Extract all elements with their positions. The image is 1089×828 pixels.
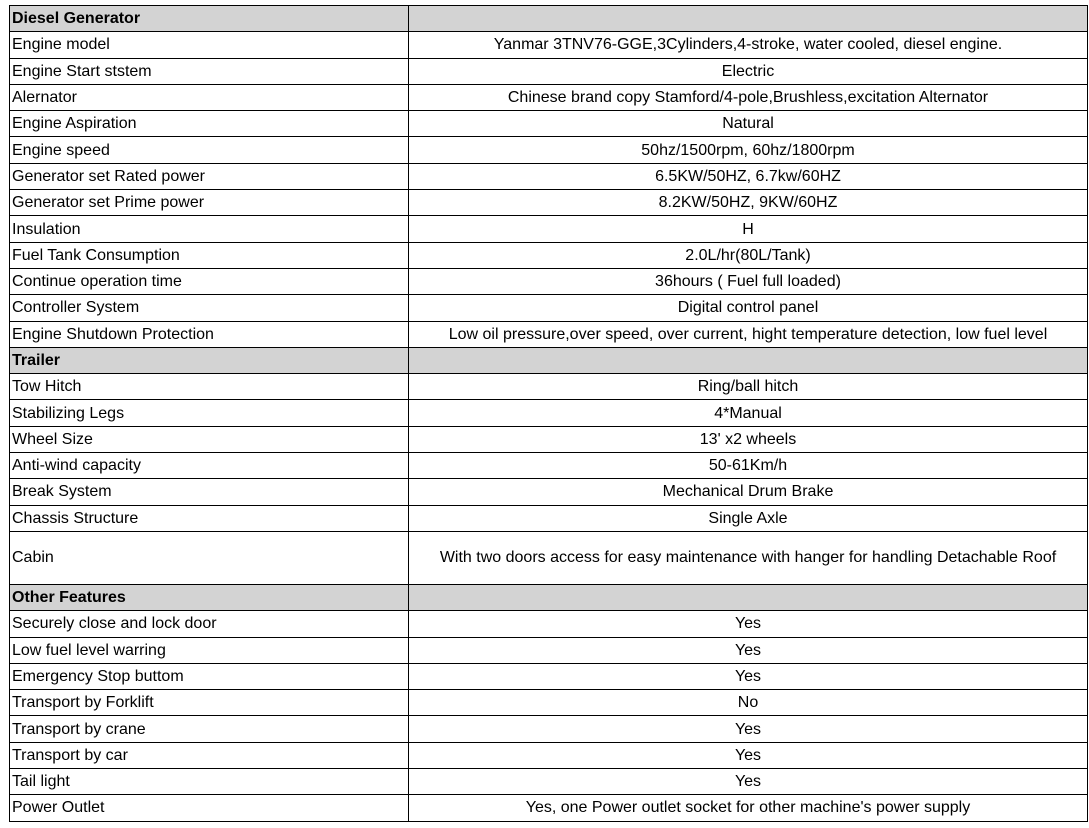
section-header-blank-cell xyxy=(409,584,1088,610)
spec-label: Tail light xyxy=(10,769,409,795)
spec-value: Low oil pressure,over speed, over current, hight temperature detection, low fuel level xyxy=(409,321,1088,347)
spec-label: Break System xyxy=(10,479,409,505)
spec-value: Yes xyxy=(409,611,1088,637)
spec-row xyxy=(10,453,1088,479)
spec-row xyxy=(10,716,1088,742)
spec-row xyxy=(10,84,1088,110)
spec-label: Cabin xyxy=(10,531,409,584)
spec-value: With two doors access for easy maintenance with hanger for handling Detachable Roof xyxy=(409,531,1088,584)
spec-value: 36hours ( Fuel full loaded) xyxy=(409,268,1088,294)
section-title: Other Features xyxy=(10,584,409,610)
section-header-blank-cell xyxy=(409,6,1088,32)
spec-label: Controller System xyxy=(10,295,409,321)
spec-label: Transport by crane xyxy=(10,716,409,742)
spec-value: No xyxy=(409,690,1088,716)
spec-row xyxy=(10,479,1088,505)
section-header-row xyxy=(10,347,1088,373)
spec-value: 50-61Km/h xyxy=(409,453,1088,479)
spec-value: Single Axle xyxy=(409,505,1088,531)
spec-row xyxy=(10,611,1088,637)
spec-label: Alernator xyxy=(10,84,409,110)
spec-value: Ring/ball hitch xyxy=(409,374,1088,400)
spec-row xyxy=(10,242,1088,268)
spec-value: Digital control panel xyxy=(409,295,1088,321)
spec-value: Natural xyxy=(409,111,1088,137)
spec-value: Yes xyxy=(409,663,1088,689)
spec-value: Yes xyxy=(409,742,1088,768)
spec-label: Chassis Structure xyxy=(10,505,409,531)
spec-row xyxy=(10,795,1088,821)
section-title: Trailer xyxy=(10,347,409,373)
spec-value: Mechanical Drum Brake xyxy=(409,479,1088,505)
spec-label: Fuel Tank Consumption xyxy=(10,242,409,268)
spec-value: 50hz/1500rpm, 60hz/1800rpm xyxy=(409,137,1088,163)
spec-label: Transport by car xyxy=(10,742,409,768)
spec-row xyxy=(10,58,1088,84)
spec-label: Transport by Forklift xyxy=(10,690,409,716)
spec-row xyxy=(10,163,1088,189)
spec-value: H xyxy=(409,216,1088,242)
spec-label: Power Outlet xyxy=(10,795,409,821)
spec-row xyxy=(10,137,1088,163)
spec-row xyxy=(10,295,1088,321)
spec-label: Engine Start ststem xyxy=(10,58,409,84)
spec-row xyxy=(10,769,1088,795)
spec-label: Engine model xyxy=(10,32,409,58)
spec-label: Anti-wind capacity xyxy=(10,453,409,479)
spec-label: Generator set Prime power xyxy=(10,190,409,216)
spec-value: 2.0L/hr(80L/Tank) xyxy=(409,242,1088,268)
spec-row xyxy=(10,190,1088,216)
spec-row xyxy=(10,321,1088,347)
spec-row xyxy=(10,111,1088,137)
spec-value: Chinese brand copy Stamford/4-pole,Brushless,excitation Alternator xyxy=(409,84,1088,110)
spec-row xyxy=(10,663,1088,689)
spec-row xyxy=(10,216,1088,242)
spec-label: Emergency Stop buttom xyxy=(10,663,409,689)
spec-value: 8.2KW/50HZ, 9KW/60HZ xyxy=(409,190,1088,216)
spec-row xyxy=(10,400,1088,426)
spec-value: Yes, one Power outlet socket for other machine's power supply xyxy=(409,795,1088,821)
spec-label: Engine speed xyxy=(10,137,409,163)
spec-row xyxy=(10,505,1088,531)
spec-table-body xyxy=(10,6,1088,822)
spec-row xyxy=(10,531,1088,584)
spec-value: Electric xyxy=(409,58,1088,84)
spec-row xyxy=(10,268,1088,294)
spec-value: 4*Manual xyxy=(409,400,1088,426)
spec-row xyxy=(10,742,1088,768)
spec-row xyxy=(10,637,1088,663)
spec-value: Yes xyxy=(409,769,1088,795)
section-title: Diesel Generator xyxy=(10,6,409,32)
spec-row xyxy=(10,426,1088,452)
spec-label: Engine Aspiration xyxy=(10,111,409,137)
spec-label: Low fuel level warring xyxy=(10,637,409,663)
spec-value: Yanmar 3TNV76-GGE,3Cylinders,4-stroke, water cooled, diesel engine. xyxy=(409,32,1088,58)
spec-label: Insulation xyxy=(10,216,409,242)
spec-value: Yes xyxy=(409,637,1088,663)
section-header-row xyxy=(10,6,1088,32)
spec-label: Continue operation time xyxy=(10,268,409,294)
spec-label: Wheel Size xyxy=(10,426,409,452)
spec-row xyxy=(10,374,1088,400)
section-header-row xyxy=(10,584,1088,610)
spec-value: 13' x2 wheels xyxy=(409,426,1088,452)
spec-value: 6.5KW/50HZ, 6.7kw/60HZ xyxy=(409,163,1088,189)
spec-table xyxy=(9,5,1088,822)
spec-label: Tow Hitch xyxy=(10,374,409,400)
spec-label: Securely close and lock door xyxy=(10,611,409,637)
spec-value: Yes xyxy=(409,716,1088,742)
spec-label: Stabilizing Legs xyxy=(10,400,409,426)
spec-row xyxy=(10,32,1088,58)
section-header-blank-cell xyxy=(409,347,1088,373)
spec-label: Engine Shutdown Protection xyxy=(10,321,409,347)
spec-row xyxy=(10,690,1088,716)
spec-label: Generator set Rated power xyxy=(10,163,409,189)
